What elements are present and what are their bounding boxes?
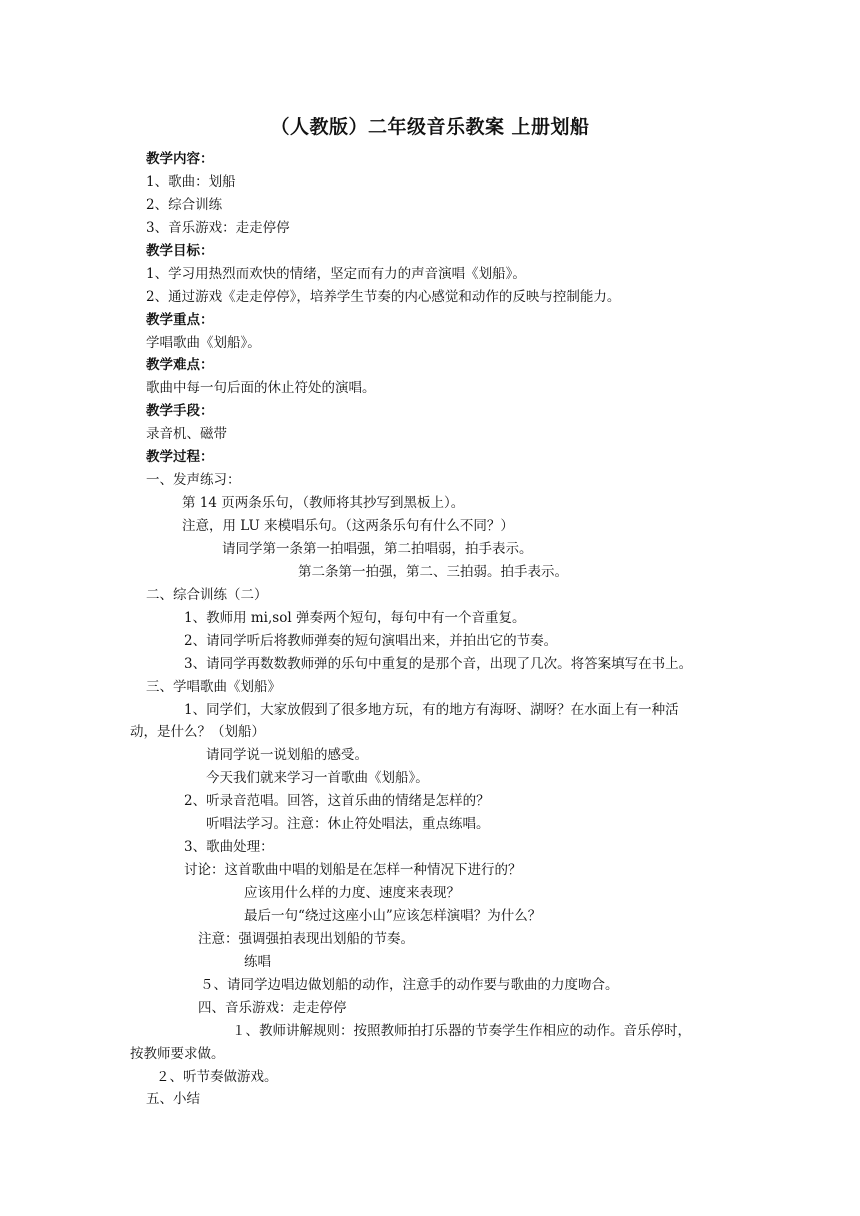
body-line: 听唱法学习。注意：休止符处唱法，重点练唱。 — [206, 816, 490, 833]
body-line: 1、同学们，大家放假到了很多地方玩，有的地方有海呀、湖呀？在水面上有一种活 — [184, 701, 679, 718]
body-line: 歌曲中每一句后面的休止符处的演唱。 — [146, 380, 376, 397]
body-line: 四、音乐游戏：走走停停 — [198, 999, 347, 1016]
body-line: 第 14 页两条乐句，（教师将其抄写到黑板上）。 — [182, 495, 465, 512]
body-line: 按教师要求做。 — [130, 1045, 225, 1062]
body-line: １、教师讲解规则：按照教师拍打乐器的节奏学生作相应的动作。音乐停时， — [232, 1022, 691, 1039]
page-title: （人教版）二年级音乐教案 上册划船 — [270, 116, 590, 138]
section-heading: 教学过程： — [146, 449, 214, 466]
section-heading: 教学内容： — [146, 151, 214, 167]
body-line: ２、听节奏做游戏。 — [156, 1068, 278, 1085]
body-line: 五、小结 — [146, 1091, 200, 1108]
body-line: 二、综合训练（二） — [146, 586, 268, 603]
body-line: 1、歌曲：划船 — [146, 173, 236, 190]
section-heading: 教学手段： — [146, 403, 214, 420]
body-line: 一、发声练习： — [146, 472, 241, 489]
body-line: 应该用什么样的力度、速度来表现？ — [244, 885, 460, 901]
body-line: 3、音乐游戏：走走停停 — [146, 219, 290, 236]
body-line: 最后一句“绕过这座小山”应该怎样演唱？为什么？ — [244, 907, 542, 924]
body-line: 2、请同学听后将教师弹奏的短句演唱出来，并拍出它的节奏。 — [184, 632, 558, 649]
body-line: 2、综合训练 — [146, 196, 223, 213]
body-line: 动，是什么？（划船） — [130, 724, 265, 741]
body-line: 1、教师用 mi,sol 弹奏两个短句，每句中有一个音重复。 — [184, 609, 526, 626]
body-line: 第二条第一拍强，第二、三拍弱。拍手表示。 — [298, 563, 568, 580]
body-line: 请同学说一说划船的感受。 — [206, 747, 368, 764]
body-line: 3、歌曲处理： — [184, 839, 274, 856]
body-line: 练唱 — [244, 953, 271, 970]
body-line: 2、听录音范唱。回答，这首乐曲的情绪是怎样的？ — [184, 793, 490, 810]
body-line: 学唱歌曲《划船》。 — [146, 334, 261, 351]
body-line: ５、请同学边唱边做划船的动作，注意手的动作要与歌曲的力度吻合。 — [200, 976, 619, 993]
body-line: 1、学习用热烈而欢快的情绪，坚定而有力的声音演唱《划船》。 — [146, 265, 526, 282]
body-line: 今天我们就来学习一首歌曲《划船》。 — [206, 770, 429, 787]
body-line: 2、通过游戏《走走停停》，培养学生节奏的内心感觉和动作的反映与控制能力。 — [146, 288, 621, 305]
body-line: 注意，用 LU 来模唱乐句。（这两条乐句有什么不同？） — [182, 518, 514, 534]
body-line: 3、请同学再数数教师弹的乐句中重复的是那个音，出现了几次。将答案填写在书上。 — [184, 655, 693, 672]
section-heading: 教学目标： — [146, 242, 214, 259]
section-heading: 教学重点： — [146, 311, 214, 328]
lesson-body — [0, 148, 860, 1111]
body-line: 请同学第一条第一拍唱强，第二拍唱弱，拍手表示。 — [222, 540, 533, 557]
section-heading: 教学难点： — [146, 357, 214, 374]
body-line: 注意：强调强拍表现出划船的节奏。 — [198, 930, 414, 947]
body-line: 讨论：这首歌曲中唱的划船是在怎样一种情况下进行的？ — [184, 862, 522, 879]
body-line: 三、学唱歌曲《划船》 — [146, 678, 281, 695]
body-line: 录音机、磁带 — [146, 426, 227, 443]
